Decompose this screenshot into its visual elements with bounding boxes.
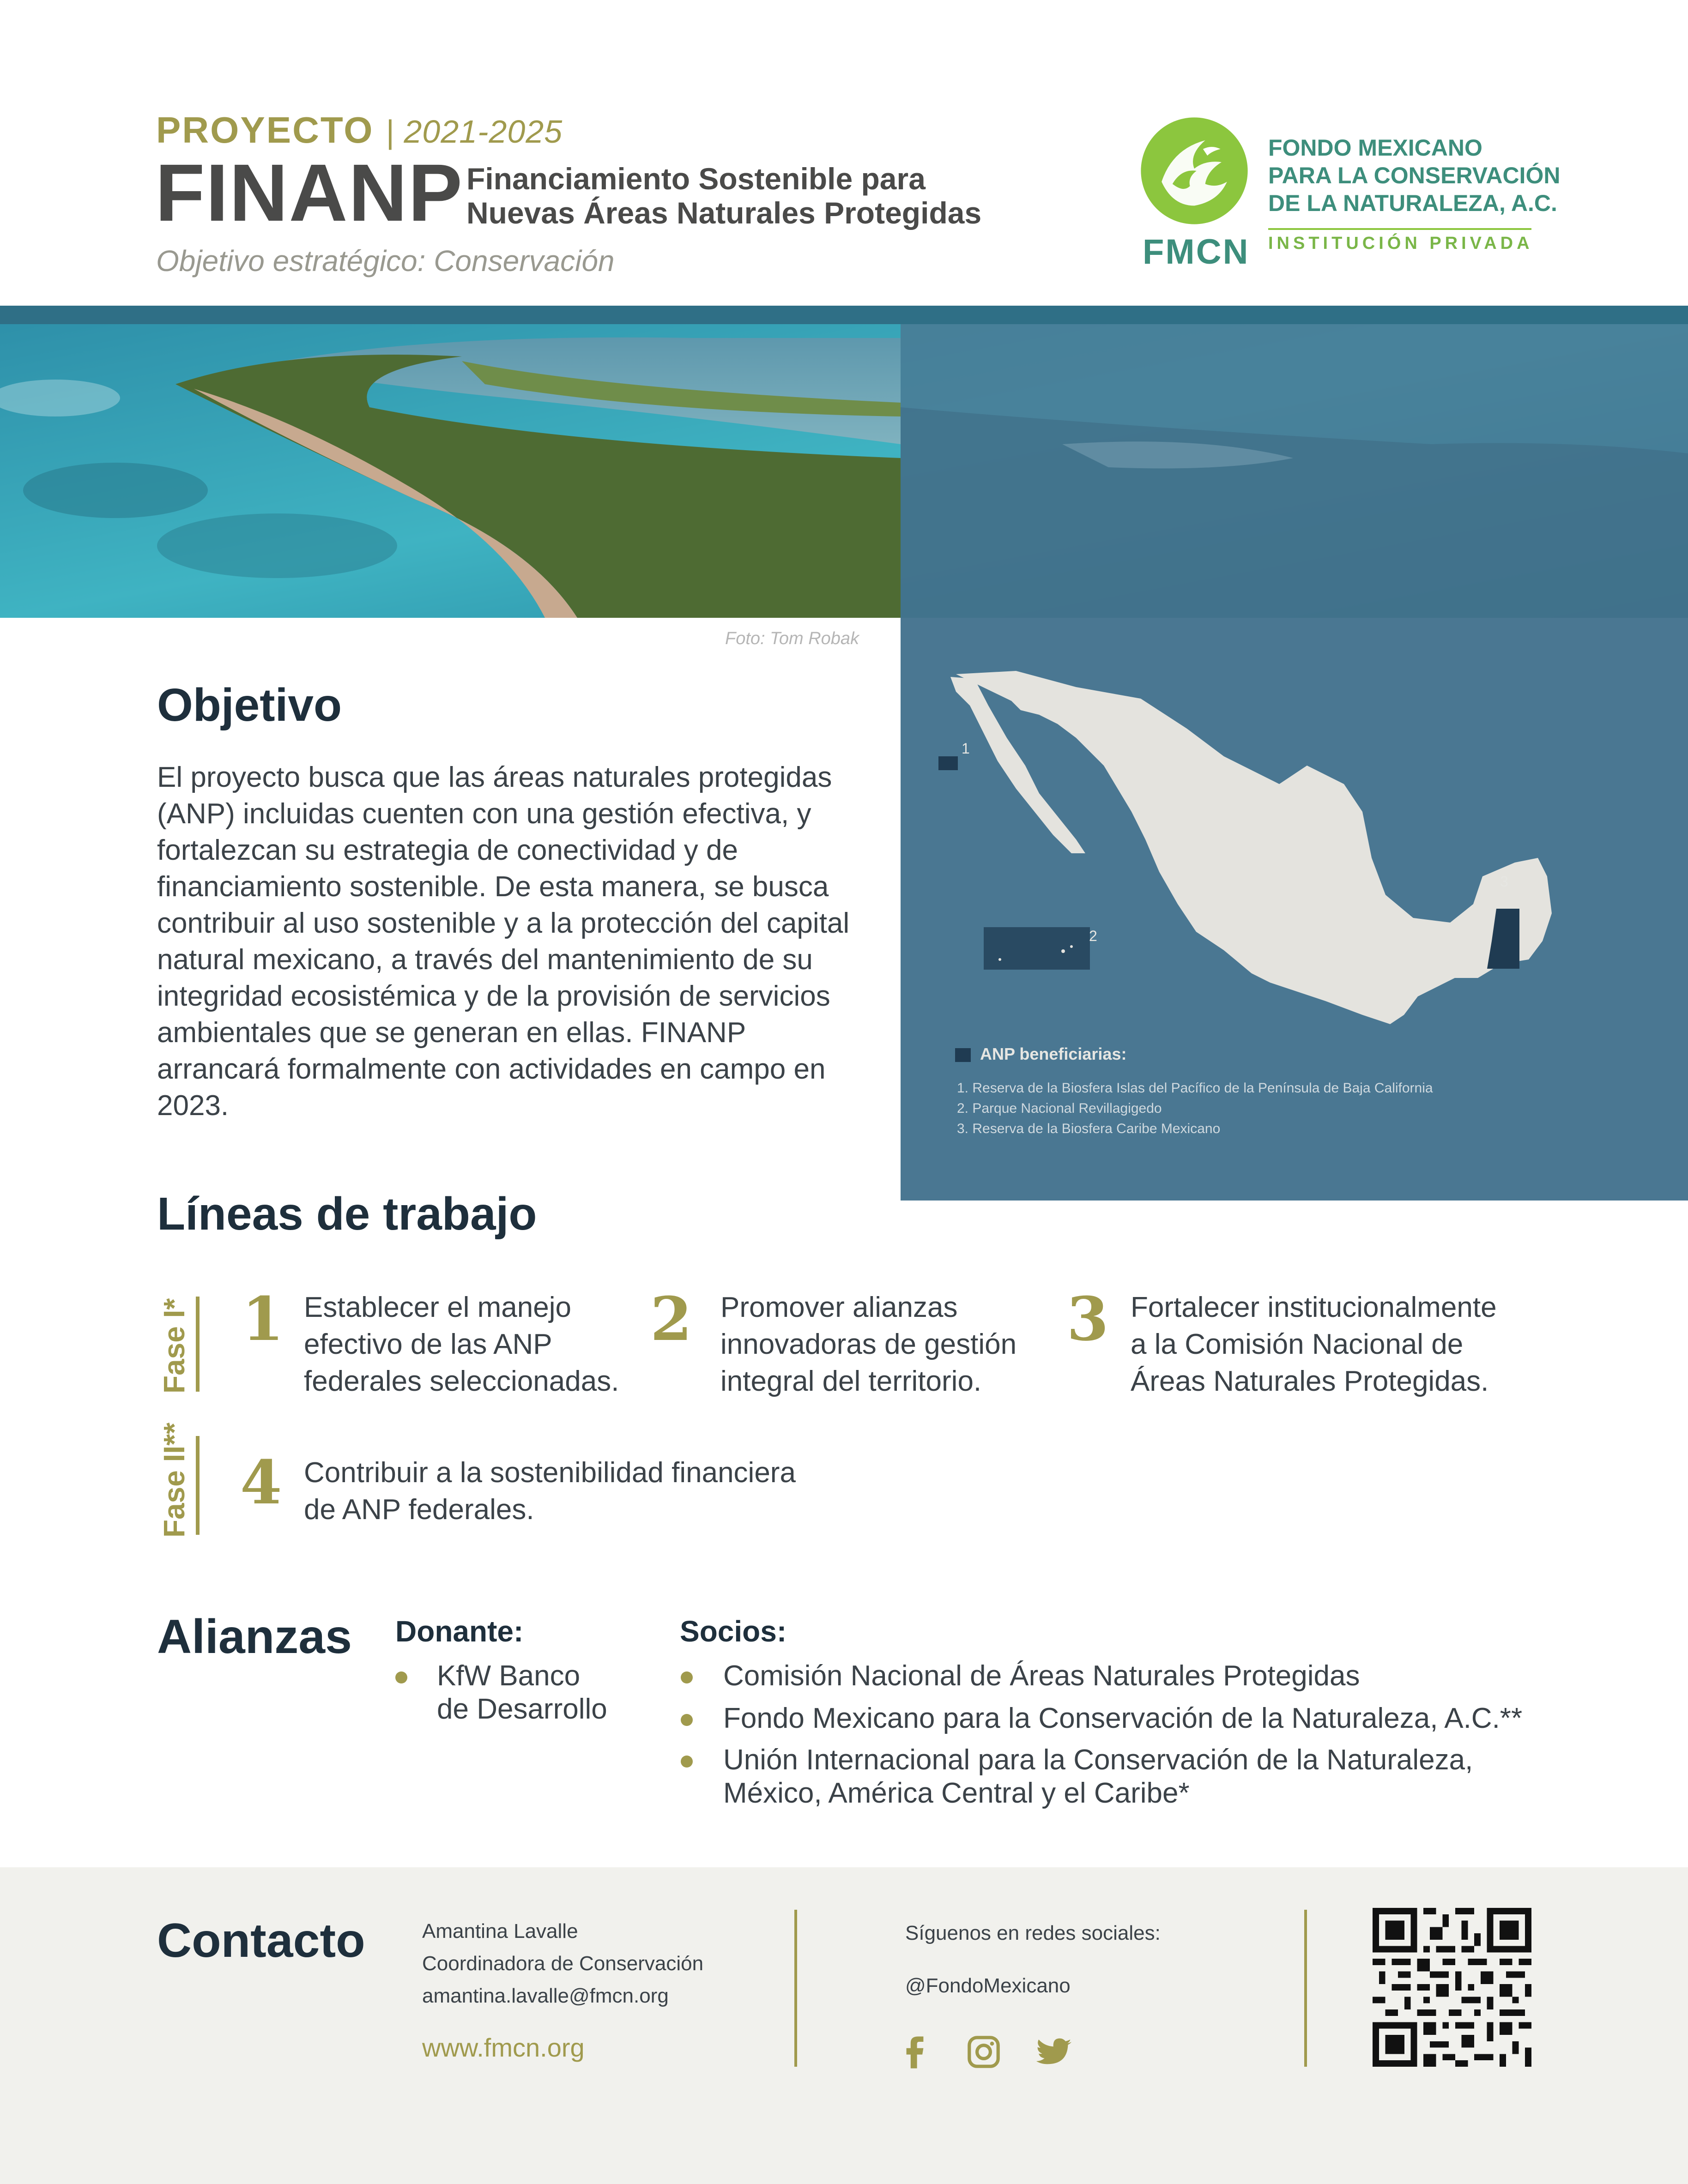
lineas-heading: Líneas de trabajo <box>157 1188 537 1240</box>
social-handle[interactable]: @FondoMexicano <box>905 1974 1071 1997</box>
line-text-3 <box>1131 1289 1497 1400</box>
line-number-1: 1 <box>242 1284 284 1354</box>
phase-1-bar <box>196 1297 200 1392</box>
logo-name-line2: PARA LA CONSERVACIÓN <box>1268 163 1561 188</box>
line-number-2: 2 <box>650 1284 692 1354</box>
logo-name-line1: FONDO MEXICANO <box>1268 135 1482 161</box>
project-name: FINANP <box>155 148 464 238</box>
bullet-dot <box>681 1714 693 1726</box>
bullet-dot <box>681 1671 693 1683</box>
website-link[interactable]: www.fmcn.org <box>422 2033 585 2062</box>
island-dot <box>1070 945 1073 948</box>
map-marker-1: 1 <box>962 740 970 757</box>
project-label-text: PROYECTO <box>156 109 374 151</box>
contact-email[interactable]: amantina.lavalle@fmcn.org <box>422 1985 669 2007</box>
instagram-icon[interactable] <box>967 2035 1000 2069</box>
legend-item-3: 3. Reserva de la Biosfera Caribe Mexicano <box>957 1121 1221 1136</box>
island-dot <box>998 958 1001 961</box>
project-full-name <box>466 162 981 230</box>
contact-name: Amantina Lavalle <box>422 1920 578 1943</box>
bullet-dot <box>395 1671 407 1683</box>
social-label: Síguenos en redes sociales: <box>905 1922 1161 1944</box>
line-number-3: 3 <box>1067 1284 1109 1354</box>
line-number-4: 4 <box>240 1447 282 1518</box>
fmcn-logo-icon <box>1140 116 1249 225</box>
donante-line1: KfW Banco <box>437 1660 581 1692</box>
line-1-text-b: efectivo de las ANP <box>304 1328 552 1360</box>
twitter-icon[interactable] <box>1036 2038 1071 2067</box>
socios-label: Socios: <box>680 1615 787 1648</box>
line-4-text-a: Contribuir a la sostenibilidad financiera <box>304 1457 796 1489</box>
map-marker-3: 3 <box>1500 873 1508 890</box>
socio-3-line1: Unión Internacional para la Conservación de la Naturaleza, <box>723 1744 1473 1776</box>
socio-1: Comisión Nacional de Áreas Naturales Protegidas <box>723 1660 1360 1692</box>
project-label <box>156 109 563 151</box>
line-2-text-b: innovadoras de gestión <box>720 1328 1017 1360</box>
logo-name-line3: DE LA NATURALEZA, A.C. <box>1268 190 1557 216</box>
line-3-text-b: a la Comisión Nacional de <box>1131 1328 1464 1360</box>
contact-divider <box>794 1910 797 2067</box>
qr-code-icon[interactable] <box>1373 1908 1531 2067</box>
strategic-objective: Objetivo estratégico: Conservación <box>156 244 615 278</box>
anp-2-area <box>984 927 1090 970</box>
phase-1-label: Fase I* <box>157 1298 191 1394</box>
phase-2-label: Fase II** <box>157 1422 191 1538</box>
line-3-text-a: Fortalecer institucionalmente <box>1131 1291 1497 1323</box>
logo-abbreviation: FMCN <box>1143 232 1250 271</box>
project-years: | 2021-2025 <box>385 114 563 150</box>
phase-2-bar <box>196 1436 200 1535</box>
project-full-line1: Financiamiento Sostenible para <box>466 162 926 196</box>
mexico-mainland <box>956 671 1552 1024</box>
facebook-icon[interactable] <box>904 2036 926 2069</box>
map-marker-2: 2 <box>1089 928 1097 944</box>
anp-1-area <box>938 756 958 770</box>
socio-2: Fondo Mexicano para la Conservación de la Naturaleza, A.C.** <box>723 1702 1523 1734</box>
line-text-2 <box>720 1289 1016 1400</box>
legend-title: ANP beneficiarias: <box>980 1044 1127 1063</box>
donante-name <box>437 1659 607 1726</box>
objetivo-text: El proyecto busca que las áreas naturales protegidas (ANP) incluidas cuenten con una gestión efectiva, y fortalezcan su estrategia de conectividad y de financiamiento sostenible. De esta manera, se busca contribuir al uso sostenible y a la protección del capital natural mexicano, a través del mantenimiento de su integridad ecosistémica y de la provisión de servicios ambientales que se generan en ellas. FINANP arrancará formalmente con actividades en campo en 2023. <box>157 761 850 1122</box>
alianzas-heading: Alianzas <box>157 1610 352 1664</box>
legend-item-2: 2. Parque Nacional Revillagigedo <box>957 1101 1162 1116</box>
objetivo-heading: Objetivo <box>157 679 342 731</box>
hero-aerial-photo <box>0 306 1688 618</box>
line-3-text-c: Áreas Naturales Protegidas. <box>1131 1365 1489 1397</box>
contact-divider <box>1304 1910 1307 2067</box>
socio-3-line2: México, América Central y el Caribe* <box>723 1777 1190 1809</box>
legend-item-1: 1. Reserva de la Biosfera Islas del Pacífico de la Península de Baja California <box>957 1080 1433 1096</box>
bullet-dot <box>681 1756 693 1768</box>
contact-role: Coordinadora de Conservación <box>422 1952 704 1975</box>
project-full-line2: Nuevas Áreas Naturales Protegidas <box>466 196 982 230</box>
socio-3 <box>723 1744 1473 1810</box>
line-text-4 <box>304 1454 796 1528</box>
logo-tagline: INSTITUCIÓN PRIVADA <box>1268 234 1533 253</box>
line-2-text-c: integral del territorio. <box>720 1365 982 1397</box>
line-1-text-c: federales seleccionadas. <box>304 1365 619 1397</box>
legend-swatch <box>955 1048 971 1062</box>
line-1-text-a: Establecer el manejo <box>304 1291 571 1323</box>
logo-name <box>1268 134 1560 217</box>
line-text-1 <box>304 1289 619 1400</box>
donante-label: Donante: <box>395 1615 524 1648</box>
photo-credit: Foto: Tom Robak <box>725 629 859 648</box>
island-dot <box>1061 949 1065 953</box>
line-4-text-b: de ANP federales. <box>304 1494 534 1526</box>
line-2-text-a: Promover alianzas <box>720 1291 958 1323</box>
contacto-heading: Contacto <box>157 1914 365 1967</box>
donante-line2: de Desarrollo <box>437 1693 607 1725</box>
logo-divider <box>1268 228 1531 230</box>
